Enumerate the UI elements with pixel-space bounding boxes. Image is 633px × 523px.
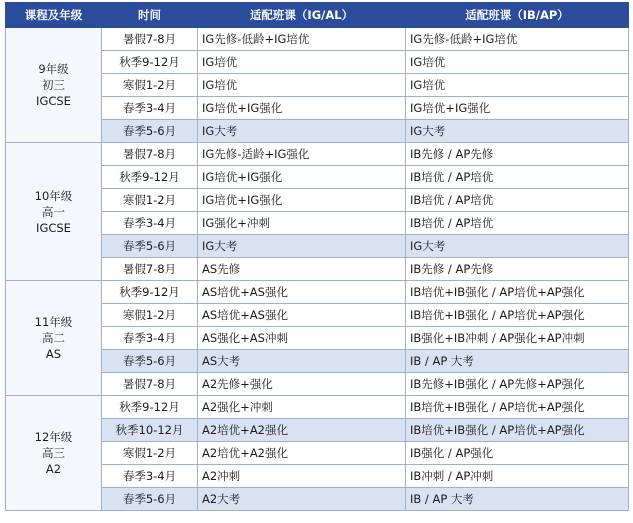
course-grade-cell	[6, 396, 102, 511]
time-cell: 秋季10-12月	[102, 419, 198, 442]
course-grade-line: 高一	[42, 204, 65, 219]
course-grade-line: 9年级	[38, 62, 69, 76]
ig-al-cell: A2先修+强化	[198, 373, 406, 396]
time-cell: 暑假7-8月	[102, 258, 198, 281]
course-grade-cell	[6, 28, 102, 143]
course-grade-line: 初三	[42, 78, 65, 92]
time-cell: 暑假7-8月	[102, 373, 198, 396]
ig-al-cell: IG培优+IG强化	[198, 97, 406, 120]
header-time: 时间	[102, 3, 198, 28]
time-cell: 春季3-4月	[102, 97, 198, 120]
ib-ap-cell: IB培优 / AP培优	[406, 212, 629, 235]
table-row	[6, 396, 629, 419]
course-grade-line: 12年级	[34, 430, 73, 444]
ib-ap-cell: IB先修 / AP先修	[406, 258, 629, 281]
ib-ap-cell: IB培优+IB强化 / AP培优+AP强化	[406, 304, 629, 327]
ig-al-cell: AS培优+AS强化	[198, 304, 406, 327]
time-cell: 春季5-6月	[102, 488, 198, 511]
ib-ap-cell: IB / AP 大考	[406, 350, 629, 373]
course-grade-line: IGCSE	[36, 94, 71, 108]
course-grade-line: 高三	[42, 446, 65, 460]
ig-al-cell: A2大考	[198, 488, 406, 511]
header-ib-ap-classes: 适配班课（IB/AP）	[406, 3, 629, 28]
ib-ap-cell: IB / AP 大考	[406, 488, 629, 511]
ib-ap-cell: IB培优+IB强化 / AP培优+AP强化	[406, 396, 629, 419]
ib-ap-cell: IB先修+IB强化 / AP先修+AP强化	[406, 373, 629, 396]
ib-ap-cell: IB强化+IB冲刺 / AP强化+AP冲刺	[406, 327, 629, 350]
ig-al-cell: IG大考	[198, 235, 406, 258]
time-cell: 春季5-6月	[102, 120, 198, 143]
ib-ap-cell: IG培优	[406, 51, 629, 74]
ig-al-cell: IG培优+IG强化	[198, 189, 406, 212]
table-header-row	[6, 3, 629, 28]
ib-ap-cell: IG先修-低龄+IG培优	[406, 28, 629, 51]
ig-al-cell: AS大考	[198, 350, 406, 373]
time-cell: 春季3-4月	[102, 212, 198, 235]
time-cell: 寒假1-2月	[102, 189, 198, 212]
ig-al-cell: IG先修-低龄+IG培优	[198, 28, 406, 51]
time-cell: 春季3-4月	[102, 465, 198, 488]
ig-al-cell: AS强化+AS冲刺	[198, 327, 406, 350]
ig-al-cell: A2冲刺	[198, 465, 406, 488]
ig-al-cell: IG培优+IG强化	[198, 166, 406, 189]
time-cell: 寒假1-2月	[102, 442, 198, 465]
time-cell: 秋季9-12月	[102, 281, 198, 304]
table-row	[6, 143, 629, 166]
ig-al-cell: IG强化+冲刺	[198, 212, 406, 235]
ib-ap-cell: IB冲刺 / AP冲刺	[406, 465, 629, 488]
table-row	[6, 28, 629, 51]
ib-ap-cell: IG大考	[406, 235, 629, 258]
ig-al-cell: A2强化+冲刺	[198, 396, 406, 419]
course-grade-cell	[6, 281, 102, 396]
ig-al-cell: IG大考	[198, 120, 406, 143]
time-cell: 寒假1-2月	[102, 74, 198, 97]
ib-ap-cell: IB先修 / AP先修	[406, 143, 629, 166]
time-cell: 秋季9-12月	[102, 396, 198, 419]
time-cell: 寒假1-2月	[102, 304, 198, 327]
ig-al-cell: AS先修	[198, 258, 406, 281]
ib-ap-cell: IB培优 / AP培优	[406, 189, 629, 212]
ig-al-cell: A2培优+A2强化	[198, 419, 406, 442]
course-grade-line: A2	[45, 462, 62, 476]
time-cell: 秋季9-12月	[102, 51, 198, 74]
ig-al-cell: A2培优+A2强化	[198, 442, 406, 465]
ib-ap-cell: IG培优	[406, 74, 629, 97]
ib-ap-cell: IB培优+IB强化 / AP培优+AP强化	[406, 419, 629, 442]
ib-ap-cell: IB培优+IB强化 / AP培优+AP强化	[406, 281, 629, 304]
ib-ap-cell: IG大考	[406, 120, 629, 143]
course-grade-cell	[6, 143, 102, 281]
course-grade-line: 11年级	[34, 315, 73, 329]
time-cell: 春季5-6月	[102, 350, 198, 373]
ib-ap-cell: IB培优 / AP培优	[406, 166, 629, 189]
ig-al-cell: IG先修-适龄+IG强化	[198, 143, 406, 166]
time-cell: 春季3-4月	[102, 327, 198, 350]
table-row	[6, 281, 629, 304]
course-grade-line: IGCSE	[36, 220, 71, 235]
time-cell: 暑假7-8月	[102, 143, 198, 166]
course-schedule-table	[5, 2, 629, 511]
course-grade-line: AS	[45, 347, 62, 361]
time-cell: 秋季9-12月	[102, 166, 198, 189]
header-ig-al-classes: 适配班课（IG/AL）	[198, 3, 406, 28]
ib-ap-cell: IB强化 / AP强化	[406, 442, 629, 465]
course-grade-line: 高二	[42, 331, 65, 345]
ib-ap-cell: IG培优+IG强化	[406, 97, 629, 120]
course-grade-line: 10年级	[34, 188, 73, 203]
ig-al-cell: IG培优	[198, 51, 406, 74]
ig-al-cell: AS培优+AS强化	[198, 281, 406, 304]
ig-al-cell: IG培优	[198, 74, 406, 97]
time-cell: 暑假7-8月	[102, 28, 198, 51]
header-course-grade: 课程及年级	[6, 3, 102, 28]
table-body	[6, 28, 629, 511]
schedule-table-container	[5, 2, 628, 511]
time-cell: 春季5-6月	[102, 235, 198, 258]
